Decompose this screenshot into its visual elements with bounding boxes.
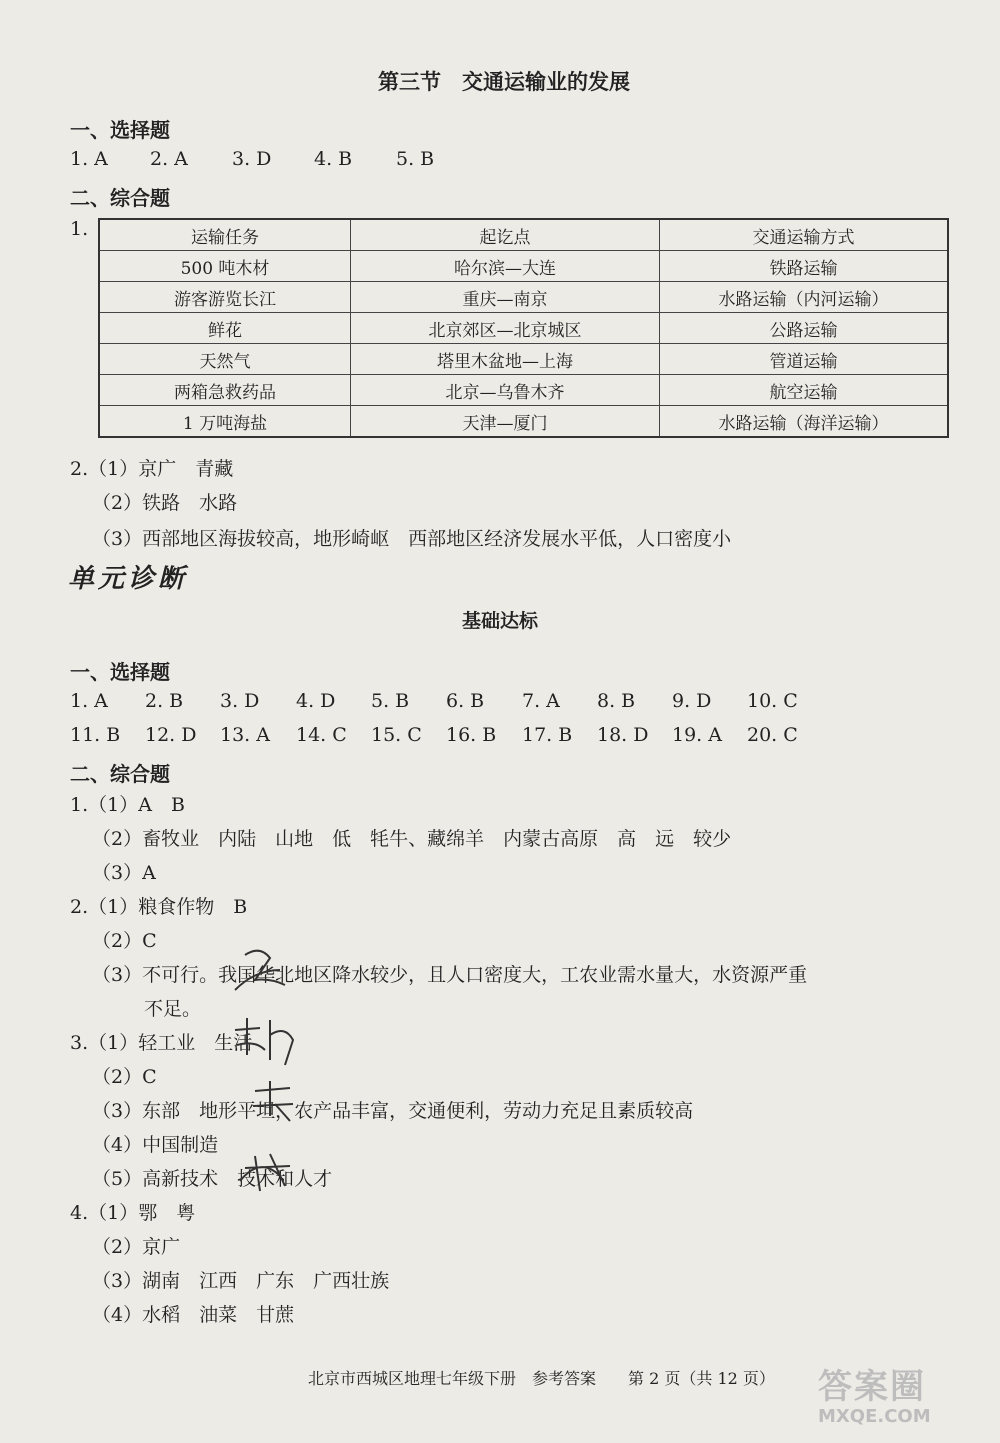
answer: 18. D	[597, 724, 649, 746]
answer-line: （4）水稻 油菜 甘蔗	[92, 1304, 295, 1326]
watermark-logo	[818, 1368, 968, 1430]
answer-line: （3）湖南 江西 广东 广西壮族	[92, 1270, 390, 1292]
table-cell: 重庆—南京	[351, 282, 660, 313]
handwriting-mark	[245, 1076, 305, 1126]
watermark-text: 答案圈	[818, 1367, 926, 1407]
answer: 6. B	[446, 690, 485, 712]
answer: 16. B	[446, 724, 497, 746]
answer-line: （5）高新技术 技术和人才	[92, 1168, 333, 1190]
answer-line: （2）畜牧业 内陆 山地 低 牦牛、藏绵羊 内蒙古高原 高 远 较少	[92, 828, 732, 850]
table-row	[99, 344, 948, 375]
answer: 5. B	[371, 690, 410, 712]
choice-heading: 一、选择题	[70, 118, 170, 142]
table-row	[99, 251, 948, 282]
answer-line: （2）C	[92, 930, 157, 952]
table-cell: 天然气	[99, 344, 351, 375]
answer: 20. C	[747, 724, 798, 746]
table-row	[99, 406, 948, 438]
table-row	[99, 282, 948, 313]
table-cell: 水路运输（内河运输）	[660, 282, 949, 313]
answer-line: （3）西部地区海拔较高，地形崎岖 西部地区经济发展水平低，人口密度小	[92, 528, 732, 550]
answer: 17. B	[522, 724, 573, 746]
answer: 19. A	[672, 724, 722, 746]
section-title: 第三节 交通运输业的发展	[378, 70, 630, 94]
table-cell: 500 吨木材	[99, 251, 351, 282]
answer: 3. D	[232, 148, 272, 170]
answer: 12. D	[145, 724, 197, 746]
table-cell: 航空运输	[660, 375, 949, 406]
answer-line: （2）C	[92, 1066, 157, 1088]
answer-line: （4）中国制造	[92, 1134, 219, 1156]
table-cell: 管道运输	[660, 344, 949, 375]
table-header: 起讫点	[351, 219, 660, 251]
table-cell: 铁路运输	[660, 251, 949, 282]
answer-line: （3）不可行。我国华北地区降水较少，且人口密度大，工农业需水量大，水资源严重	[92, 964, 808, 986]
answer: 4. D	[296, 690, 336, 712]
answer: 9. D	[672, 690, 712, 712]
table-cell: 水路运输（海洋运输）	[660, 406, 949, 438]
answer: 2. B	[145, 690, 184, 712]
answer-line: 不足。	[144, 998, 202, 1020]
answer: 4. B	[314, 148, 353, 170]
answer-line: （2）铁路 水路	[92, 492, 238, 514]
transport-table	[98, 218, 949, 438]
choice-heading: 一、选择题	[70, 660, 170, 684]
answer-line: 4.（1）鄂 粤	[70, 1202, 196, 1224]
table-header: 运输任务	[99, 219, 351, 251]
table-cell: 天津—厦门	[351, 406, 660, 438]
table-cell: 公路运输	[660, 313, 949, 344]
answer: 2. A	[150, 148, 188, 170]
page-footer: 北京市西城区地理七年级下册 参考答案 第 2 页（共 12 页）	[308, 1369, 775, 1388]
choice-answers	[70, 148, 456, 170]
answer-line: （2）京广	[92, 1236, 181, 1258]
answer: 1. A	[70, 690, 108, 712]
answer-line: 2.（1）粮食作物 B	[70, 896, 248, 918]
answer: 7. A	[522, 690, 560, 712]
question-number: 1.	[70, 218, 89, 240]
table-cell: 游客游览长江	[99, 282, 351, 313]
choice-answers	[70, 690, 807, 712]
answer: 5. B	[396, 148, 435, 170]
answer: 15. C	[371, 724, 422, 746]
answer: 13. A	[220, 724, 270, 746]
answer-line: 3.（1）轻工业 生活	[70, 1032, 253, 1054]
answer-line: 2.（1）京广 青藏	[70, 458, 234, 480]
table-cell: 哈尔滨—大连	[351, 251, 660, 282]
table-header-row	[99, 219, 948, 251]
table-cell: 北京郊区—北京城区	[351, 313, 660, 344]
answer: 11. B	[70, 724, 121, 746]
comprehensive-heading: 二、综合题	[70, 186, 170, 210]
choice-answers	[70, 724, 807, 746]
answer: 10. C	[747, 690, 798, 712]
answer-line: 1.（1）A B	[70, 794, 185, 816]
table-header: 交通运输方式	[660, 219, 949, 251]
answer: 1. A	[70, 148, 108, 170]
table-row	[99, 375, 948, 406]
handwriting-mark	[225, 940, 315, 1000]
table-row	[99, 313, 948, 344]
watermark-url: MXQE.COM	[818, 1406, 931, 1427]
answer-line: （3）A	[92, 862, 156, 884]
comprehensive-heading: 二、综合题	[70, 762, 170, 786]
table-cell: 北京—乌鲁木齐	[351, 375, 660, 406]
answer: 14. C	[296, 724, 347, 746]
answer-line: （3）东部 地形平坦，农产品丰富，交通便利，劳动力充足且素质较高	[92, 1100, 694, 1122]
answer: 8. B	[597, 690, 636, 712]
table-cell: 鲜花	[99, 313, 351, 344]
handwriting-mark	[230, 1146, 310, 1196]
answer: 3. D	[220, 690, 260, 712]
sub-title: 基础达标	[462, 610, 539, 632]
table-cell: 1 万吨海盐	[99, 406, 351, 438]
table-cell: 塔里木盆地—上海	[351, 344, 660, 375]
unit-title: 单元诊断	[68, 564, 189, 594]
table-cell: 两箱急救药品	[99, 375, 351, 406]
handwriting-mark	[225, 1010, 305, 1070]
